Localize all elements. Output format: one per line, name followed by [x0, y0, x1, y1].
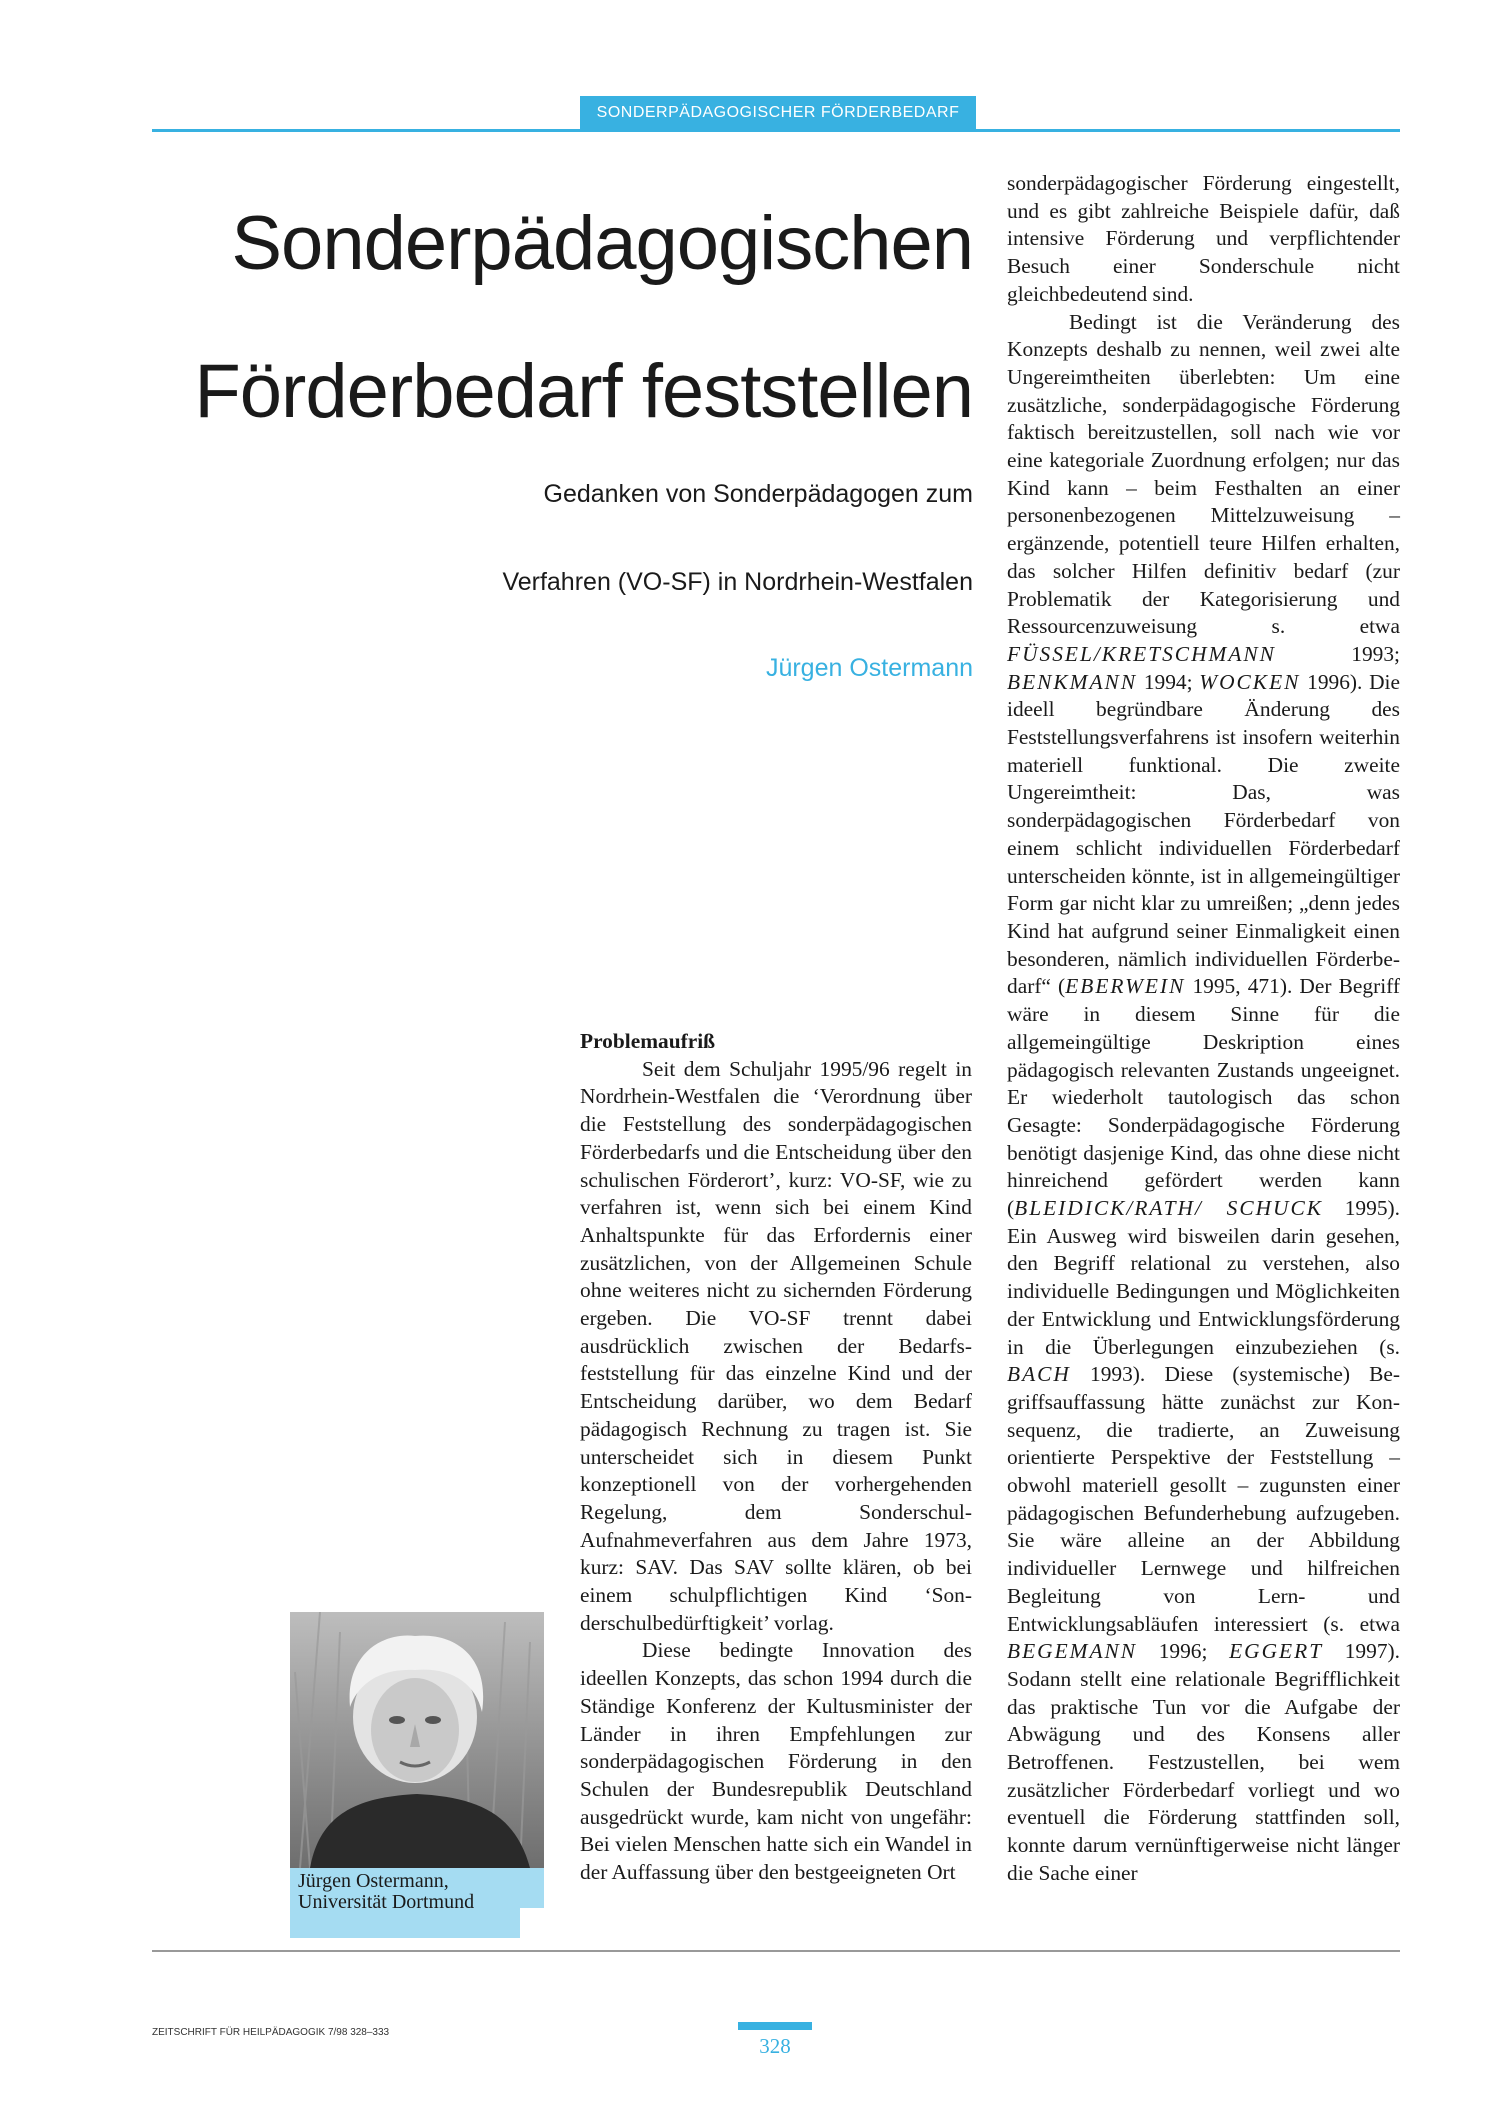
paragraph: sonderpädagogischer Förderung eingestellt, und es gibt zahlreiche Beispiele dafür, daß intensive Förderung und verpflichtender Besuch einer Sonderschule nicht gleichbedeutend sind. — [1007, 171, 1400, 306]
text-run: 1996). Die ideell begründbare Änderung des Feststellungsverfahrens ist insofern weiterhin materiell funktional. Die zweite Ungereimtheit: Das, was sonderpädagogischen Förderbedarf von einem schlicht individuellen Förderbedarf unterscheiden könnte, ist in allgemeingültiger Form gar nicht klar zu umreißen; „denn jedes Kind hat aufgrund seiner Einmaligkeit einen besonderen, nämlich individuellen Förderbedarf“ ( — [1007, 669, 1400, 999]
text-run: 1994; — [1137, 669, 1200, 694]
citation: FÜSSEL/KRETSCHMANN — [1007, 641, 1276, 666]
text-run: 1996; — [1137, 1639, 1230, 1664]
citation: WOCKEN — [1199, 669, 1301, 694]
title-line-2: Förderbedarf feststellen — [194, 349, 973, 434]
portrait-image — [290, 1612, 544, 1868]
section-tag: SONDERPÄDAGOGISCHER FÖRDERBEDARF — [580, 96, 976, 130]
body-column-right — [1007, 170, 1400, 1888]
citation: EGGERT — [1229, 1639, 1324, 1664]
subtitle-line-1: Gedanken von Sonderpädagogen zum — [543, 480, 973, 508]
citation: BEGEMANN — [1007, 1639, 1138, 1664]
citation: BENKMANN — [1007, 669, 1138, 694]
author-name: Jürgen Ostermann — [765, 654, 973, 682]
subtitle-line-2: Verfahren (VO-SF) in Nordrhein-Westfalen — [502, 568, 973, 596]
section-heading: Problemaufriß — [580, 1029, 716, 1053]
photo-caption — [290, 1868, 520, 1938]
caption-line-1: Jürgen Ostermann, — [298, 1870, 449, 1892]
text-run: 1997). Sodann stellt eine relationale Begrifflichkeit das praktische Tun vor die Aufgabe der Abwägung und des Konsens aller Betroffenen. Festzustellen, bei wem zusätzlicher Förderbedarf vorliegt und wo eventuell die Förderung stattfinden soll, konnte darum vernünftigerweise nicht länger die Sache einer — [1007, 1639, 1400, 1885]
text-run: 1995, 471). Der Begriff wäre in diesem Sinne für die allgemeingültige Deskription eines pädagogisch relevanten Zustands ungeeignet. Er wiederholt tautologisch das schon Gesagte: Sonderpädagogische Förderung benötigt dasjenige Kind, das ohne diese nicht hinreichend gefördert werden kann ( — [1007, 974, 1400, 1221]
text-run: 1993; — [1275, 641, 1400, 666]
author-photo — [290, 1612, 544, 1868]
citation: EBERWEIN — [1065, 974, 1186, 999]
title-line-1: Sonderpädagogischen — [231, 201, 973, 286]
citation: BACH — [1007, 1362, 1071, 1387]
text-run: 1995). Ein Ausweg wird bisweilen darin gesehen, den Begriff relational zu verstehen, also individuelle Bedingungen und Möglichkeiten der Entwicklung und Entwicklungsförderung in die Überlegungen einzubeziehen (s. — [1007, 1196, 1400, 1359]
caption-accent — [520, 1868, 544, 1908]
paragraph: Seit dem Schuljahr 1995/96 regelt in Nordrhein-Westfalen die ‘Verordnung über die Feststellung des sonderpädagogischen Förderbedarfs und die Entscheidung über den schulischen Förderort’, kurz: VO-SF, wie zu verfahren ist, wenn sich bei einem Kind Anhaltspunkte für das Erfordernis einer zusätzlichen, von der Allgemeinen Schule ohne weiteres nicht zu sichernden Förderung ergeben. Die VO-SF trennt dabei ausdrücklich zwischen der Bedarfsfeststellung für das einzelne Kind und der Entscheidung darüber, wo dem Bedarf pädagogisch Rechnung zu tragen ist. Sie unterscheidet sich in diesem Punkt konzeptionell von der vorhergehenden Regelung, dem Sonderschul-Aufnahmeverfahren aus dem Jahre 1973, kurz: SAV. Das SAV sollte klären, ob bei einem schulpflichtigen Kind ‘Sonderschulbedürftigkeit’ vorlag. — [580, 1056, 972, 1635]
footer-rule — [152, 1950, 1400, 1952]
text-run: Bedingt ist die Veränderung des Konzepts deshalb zu nennen, weil zwei alte Ungereimtheiten überlebten: Um eine zusätzliche, sonderpädagogische Förderung faktisch bereitzustellen, soll nach wie vor eine kategoriale Zuordnung erfolgen; nur das Kind kann – beim Festhalten an einer personenbezogenen Mittelzuweisung – ergänzende, potentiell teure Hilfen erhalten, das solcher Hilfen definitiv bedarf (zur Problematik der Kategorisierung und Ressourcenzuweisung s. etwa — [1007, 309, 1400, 639]
text-run: 1993). Diese (systemische) Begriffsauffassung hätte zunächst zur Konsequenz, die tradierte, an Zuweisung orientierte Perspektive der Feststellung – obwohl materiell gesollt – zugunsten einer pädagogischen Befunderhebung aufzugeben. Sie wäre alleine an der Abbildung individueller Lernwege und hilfreichen Begleitung von Lern- und Entwicklungsabläufen interessiert (s. etwa — [1007, 1362, 1400, 1636]
body-column-middle — [580, 1028, 972, 1887]
page-number-tab — [738, 2022, 812, 2030]
citation: BLEIDICK/RATH/ SCHUCK — [1014, 1196, 1324, 1221]
page-number: 328 — [759, 2034, 791, 2058]
header-rule — [152, 129, 1400, 132]
journal-reference: ZEITSCHRIFT FÜR HEILPÄDAGOGIK 7/98 328–333 — [152, 2027, 390, 2038]
paragraph — [1007, 309, 1400, 1888]
caption-line-2: Universität Dortmund — [298, 1891, 475, 1913]
paragraph: Diese bedingte Innovation des ideellen Konzepts, das schon 1994 durch die Ständige Konferenz der Kultusminister der Länder in ihren Empfehlungen zur sonderpädagogischen Förderung in den Schulen der Bundesrepublik Deutschland ausgedrückt wurde, kam nicht von ungefähr: Bei vielen Menschen hatte sich ein Wandel in der Auffassung über den bestgeeigneten Ort — [580, 1638, 972, 1885]
